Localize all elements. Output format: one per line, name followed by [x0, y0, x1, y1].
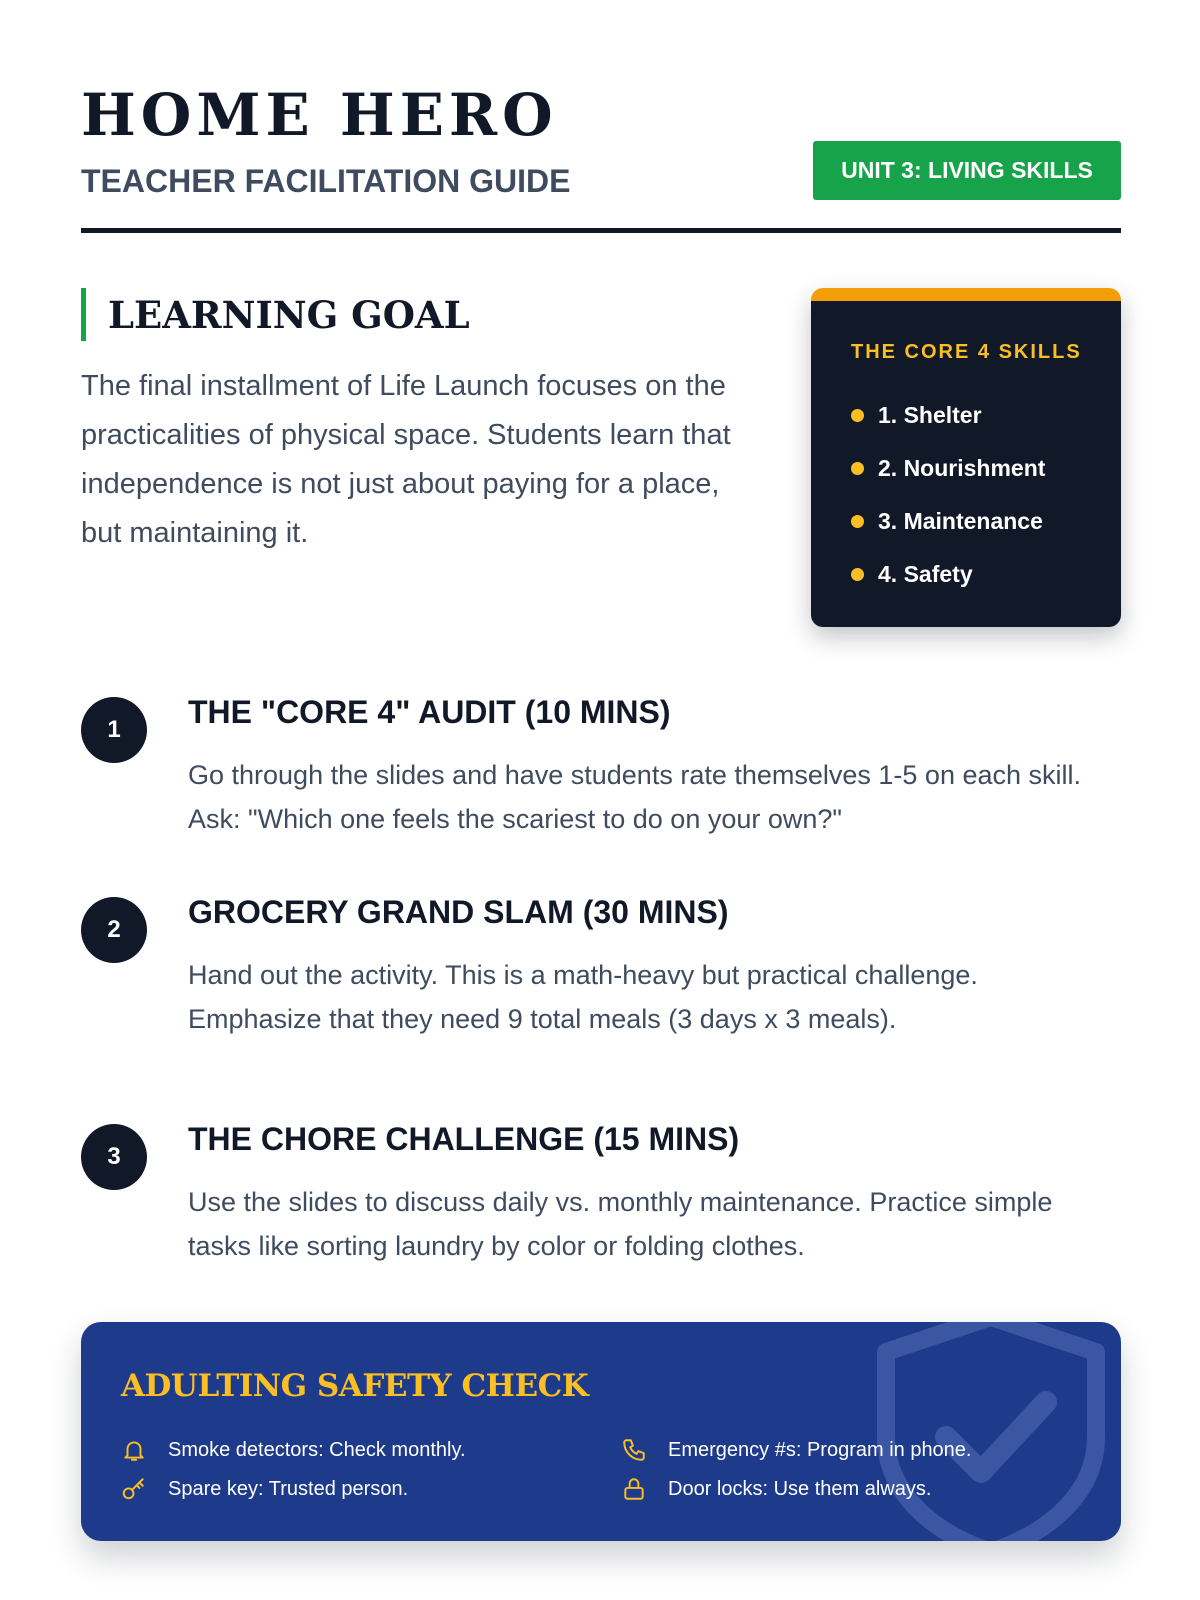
- safety-item-emergency: [621, 1435, 972, 1465]
- step-description: Go through the slides and have students rate themselves 1-5 on each skill. Ask: "Which one feels the scariest to do on your own?": [188, 760, 1082, 834]
- step-number-badge: 3: [81, 1124, 147, 1190]
- bullet-dot-icon: [851, 462, 864, 475]
- core-skill-item: [851, 495, 1045, 548]
- page-subtitle: TEACHER FACILITATION GUIDE: [81, 163, 571, 199]
- step-title: GROCERY GRAND SLAM (30 MINS): [188, 894, 729, 930]
- step-title: THE CHORE CHALLENGE (15 MINS): [188, 1121, 740, 1157]
- core-skill-item: [851, 442, 1045, 495]
- core-skill-label: 3. Maintenance: [878, 508, 1043, 534]
- bullet-dot-icon: [851, 409, 864, 422]
- step-number-badge: 1: [81, 697, 147, 763]
- safety-check-title: ADULTING SAFETY CHECK: [121, 1368, 589, 1404]
- core-skills-card: [811, 288, 1121, 627]
- learning-goal-text: The final installment of Life Launch focuses on the practicalities of physical space. Students learn that independence is not just about paying for a place, but maintaining it.: [81, 370, 731, 549]
- core-skill-label: 2. Nourishment: [878, 455, 1046, 481]
- key-icon: [121, 1476, 147, 1502]
- core-skill-item: [851, 389, 1045, 442]
- learning-goal-section: [81, 288, 761, 558]
- lock-icon: [621, 1476, 647, 1502]
- bullet-dot-icon: [851, 568, 864, 581]
- core-skills-title: THE CORE 4 SKILLS: [851, 341, 1082, 363]
- safety-item-text: Door locks: Use them always.: [668, 1477, 932, 1500]
- step-description: Use the slides to discuss daily vs. monthly maintenance. Practice simple tasks like sorting laundry by color or folding clothes.: [188, 1187, 1053, 1261]
- safety-item-smoke: [121, 1435, 466, 1465]
- safety-check-panel: [81, 1322, 1121, 1541]
- core-skill-item: [851, 548, 1045, 601]
- header: [81, 80, 1121, 234]
- step-title: THE "CORE 4" AUDIT (10 MINS): [188, 694, 671, 730]
- safety-item-text: Smoke detectors: Check monthly.: [168, 1438, 466, 1461]
- bullet-dot-icon: [851, 515, 864, 528]
- safety-item-door-locks: [621, 1474, 931, 1504]
- heading-accent-bar: [81, 288, 86, 341]
- phone-icon: [621, 1437, 647, 1463]
- step-description: Hand out the activity. This is a math-heavy but practical challenge. Emphasize that they need 9 total meals (3 days x 3 meals).: [188, 960, 978, 1034]
- core-skills-list: [851, 389, 1045, 601]
- safety-item-spare-key: [121, 1474, 408, 1504]
- header-divider: [81, 228, 1121, 233]
- step-number-badge: 2: [81, 897, 147, 963]
- learning-goal-heading: LEARNING GOAL: [108, 293, 470, 337]
- core-skill-label: 4. Safety: [878, 561, 973, 587]
- bell-icon: [121, 1437, 147, 1463]
- page-title: HOME HERO: [81, 81, 558, 149]
- unit-badge: UNIT 3: LIVING SKILLS: [813, 141, 1121, 200]
- shield-check-icon: [871, 1322, 1111, 1541]
- core-skill-label: 1. Shelter: [878, 402, 982, 428]
- safety-item-text: Emergency #s: Program in phone.: [668, 1438, 972, 1461]
- learning-goal-heading-wrap: [81, 288, 761, 342]
- safety-item-text: Spare key: Trusted person.: [168, 1477, 409, 1500]
